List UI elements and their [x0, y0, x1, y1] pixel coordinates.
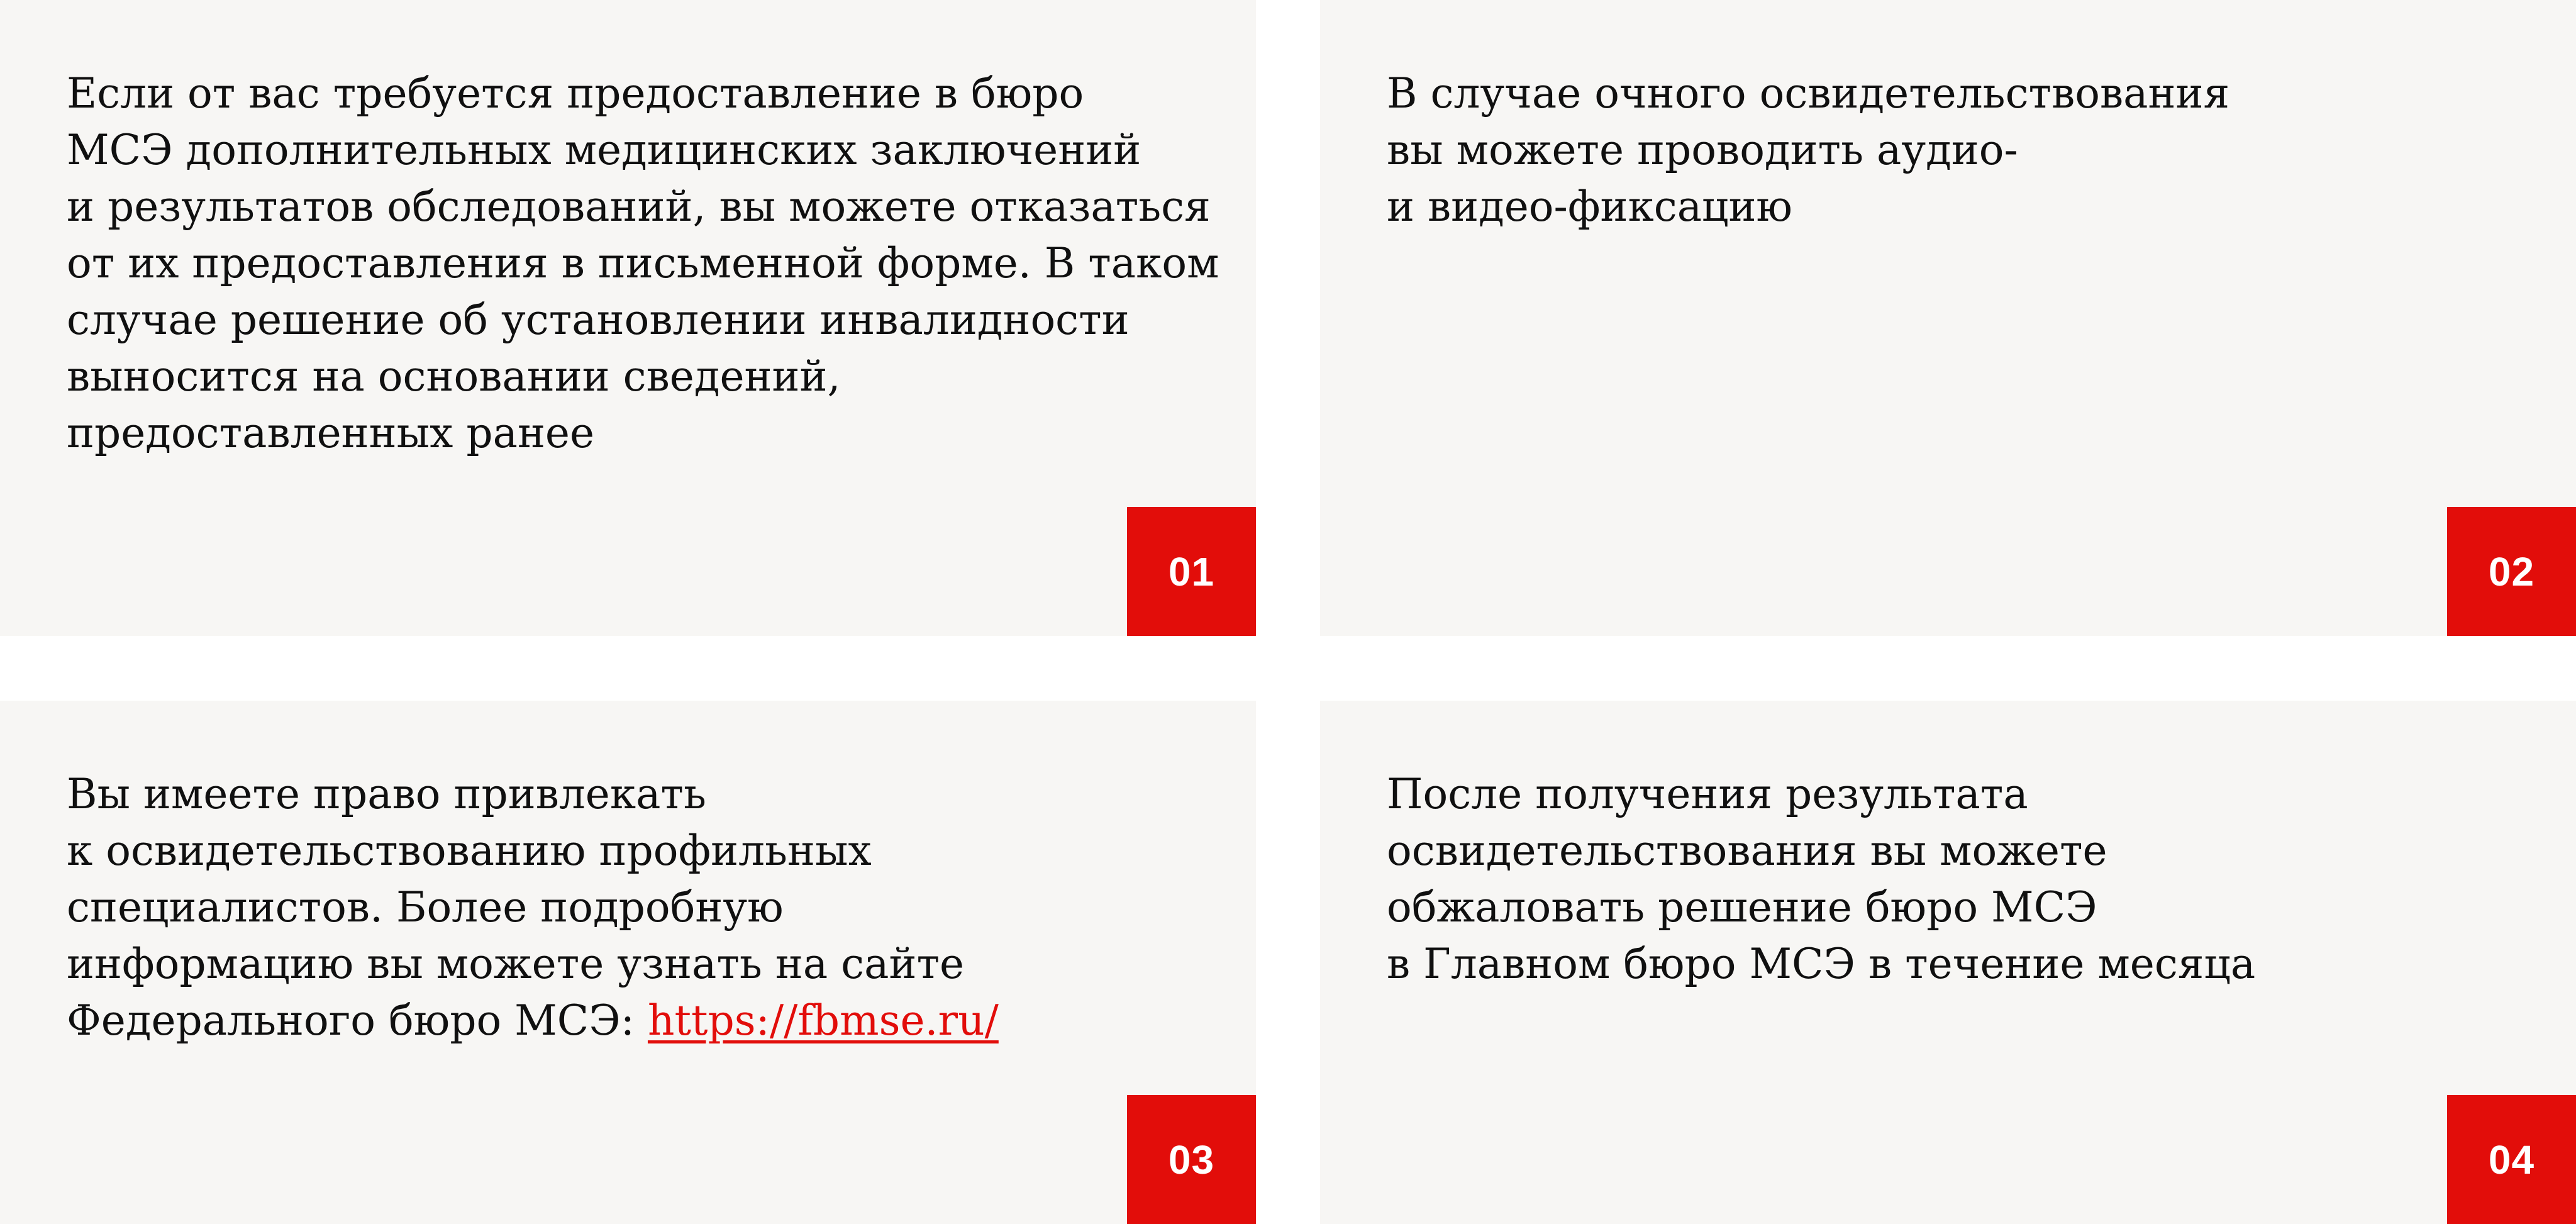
card-number-badge-03: 03 [1127, 1095, 1256, 1224]
card-text-line: После получения результата [1387, 770, 2028, 818]
card-text [1387, 766, 2519, 993]
card-text-line: случае решение об установлении инвалидности [67, 296, 1130, 344]
card-text-line: специалистов. Более подробную [67, 883, 784, 932]
card-text-line: МСЭ дополнительных медицинских заключений [67, 126, 1141, 174]
card-number-badge-01: 01 [1127, 507, 1256, 636]
card-text-line: в Главном бюро МСЭ в течение месяца [1387, 940, 2256, 988]
card-text-line: к освидетельствованию профильных [67, 826, 872, 875]
card-text-line: В случае очного освидетельствования [1387, 69, 2230, 118]
card-text [67, 766, 1199, 1049]
info-card-01 [0, 0, 1256, 636]
link-line-prefix: Федерального бюро МСЭ: [67, 996, 648, 1045]
card-text-line-with-link [67, 993, 1199, 1049]
card-text-line: освидетельствования вы можете [1387, 826, 2107, 875]
card-text-line: Вы имеете право привлекать [67, 770, 706, 818]
card-text-line: выносится на основании сведений, [67, 352, 841, 401]
card-text-line: Если от вас требуется предоставление в бюро [67, 69, 1084, 118]
card-text-line: обжаловать решение бюро МСЭ [1387, 883, 2097, 932]
card-number-badge-02: 02 [2447, 507, 2576, 636]
card-text-line: предоставленных ранее [67, 409, 595, 457]
card-text [1387, 65, 2519, 235]
card-text-line: и видео-фиксацию [1387, 182, 1792, 231]
info-card-04 [1320, 701, 2576, 1224]
card-text-line: вы можете проводить аудио- [1387, 126, 2018, 174]
info-card-02 [1320, 0, 2576, 636]
card-text-line: информацию вы можете узнать на сайте [67, 940, 965, 988]
card-text-line: от их предоставления в письменной форме. В таком [67, 239, 1219, 287]
fbmse-link[interactable]: https://fbmse.ru/ [647, 996, 999, 1045]
card-text-line: и результатов обследований, вы можете отказаться [67, 182, 1211, 231]
card-text [67, 65, 1219, 462]
info-card-03 [0, 701, 1256, 1224]
card-number-badge-04: 04 [2447, 1095, 2576, 1224]
